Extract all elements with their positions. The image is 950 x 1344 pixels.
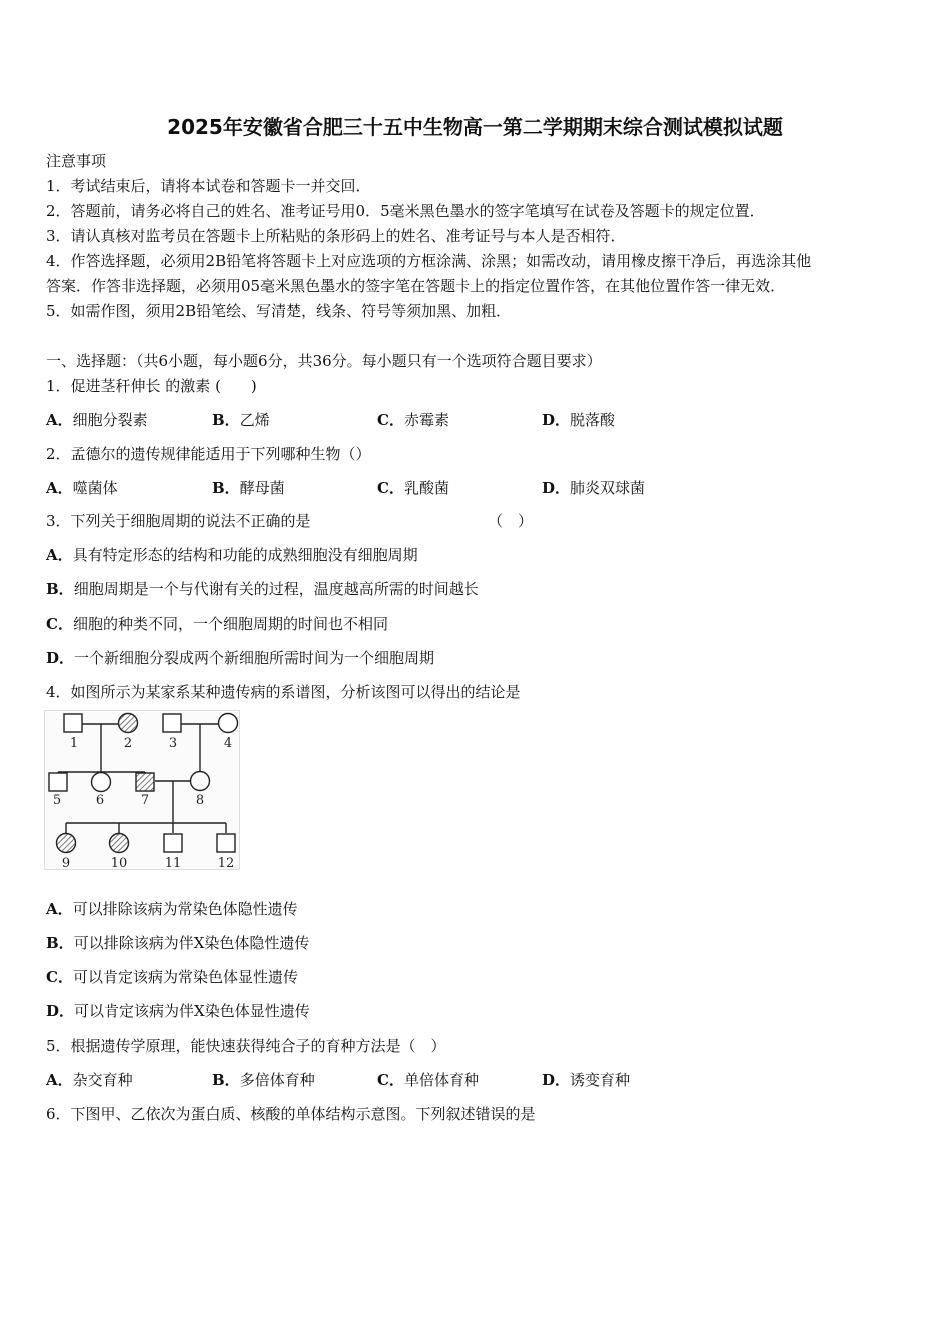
q2-option-d: D．肺炎双球菌 (542, 479, 646, 497)
pedigree-label: 3 (168, 736, 178, 751)
q4-option-b: B．可以排除该病为伴X染色体隐性遗传 (46, 934, 310, 952)
question-6-stem: 6．下图甲、乙依次为蛋白质、核酸的单体结构示意图。下列叙述错误的是 (46, 1105, 536, 1123)
pedigree-individual-9 (57, 834, 76, 853)
question-1-stem: 1．促进茎秆伸长 的激素 ( ) (46, 377, 257, 395)
notice-item: 答案．作答非选择题，必须用05毫米黑色墨水的签字笔在答题卡上的指定位置作答，在其他位置作答一律无效． (46, 277, 786, 295)
pedigree-label: 6 (95, 793, 105, 808)
q5-option-a: A．杂交育种 (46, 1071, 133, 1089)
q5-option-d: D．诱变育种 (542, 1071, 631, 1089)
q5-option-b: B．多倍体育种 (212, 1071, 315, 1089)
pedigree-individual-1 (64, 714, 82, 732)
pedigree-individual-3 (163, 714, 181, 732)
notice-item: 2．答题前，请务必将自己的姓名、准考证号用0．5毫米黑色墨水的签字笔填写在试卷及答题卡的规定位置． (46, 202, 765, 220)
q1-option-c: C．赤霉素 (377, 411, 449, 429)
pedigree-individual-6 (92, 773, 111, 792)
notice-item: 3．请认真核对监考员在答题卡上所粘贴的条形码上的姓名、准考证号与本人是否相符． (46, 227, 626, 245)
pedigree-label: 11 (164, 856, 182, 870)
q4-option-a: A．可以排除该病为常染色体隐性遗传 (46, 900, 298, 918)
pedigree-individual-12 (217, 834, 235, 852)
pedigree-label: 9 (61, 856, 71, 870)
page-title: 2025年安徽省合肥三十五中生物高一第二学期期末综合测试模拟试题 (167, 115, 783, 139)
pedigree-individual-4 (219, 714, 238, 733)
section-heading: 一、选择题：（共6小题，每小题6分，共36分。每小题只有一个选项符合题目要求） (46, 352, 602, 370)
pedigree-individual-5 (49, 773, 67, 791)
notice-item: 4．作答选择题，必须用2B铅笔将答题卡上对应选项的方框涂满、涂黑；如需改动，请用橡皮擦干净后，再选涂其他 (46, 252, 812, 270)
pedigree-label: 7 (140, 793, 150, 808)
notice-item: 1．考试结束后，请将本试卷和答题卡一并交回． (46, 177, 371, 195)
pedigree-label: 4 (223, 736, 233, 751)
question-3-stem: 3．下列关于细胞周期的说法不正确的是 (46, 512, 311, 530)
pedigree-individual-8 (191, 772, 210, 791)
q1-option-d: D．脱落酸 (542, 411, 616, 429)
question-5-stem: 5．根据遗传学原理，能快速获得纯合子的育种方法是（ ） (46, 1037, 446, 1055)
notice-item: 5．如需作图，须用2B铅笔绘、写清楚，线条、符号等须加黑、加粗． (46, 302, 512, 320)
question-4-stem: 4．如图所示为某家系某种遗传病的系谱图，分析该图可以得出的结论是 (46, 683, 521, 701)
q3-option-c: C．细胞的种类不同，一个细胞周期的时间也不相同 (46, 615, 388, 633)
pedigree-label: 1 (69, 736, 79, 751)
pedigree-individual-2 (119, 714, 138, 733)
pedigree-label: 10 (110, 856, 128, 870)
q3-option-b: B．细胞周期是一个与代谢有关的过程，温度越高所需的时间越长 (46, 580, 479, 598)
q2-option-b: B．酵母菌 (212, 479, 285, 497)
q4-option-c: C．可以肯定该病为常染色体显性遗传 (46, 968, 298, 986)
q4-option-d: D．可以肯定该病为伴X染色体显性遗传 (46, 1002, 310, 1020)
notice-heading: 注意事项 (46, 152, 107, 170)
pedigree-label: 5 (52, 793, 62, 808)
pedigree-individual-10 (110, 834, 129, 853)
pedigree-label: 2 (123, 736, 133, 751)
pedigree-individual-7 (136, 773, 154, 791)
q2-option-a: A．噬菌体 (46, 479, 118, 497)
q5-option-c: C．单倍体育种 (377, 1071, 479, 1089)
pedigree-label: 12 (217, 856, 235, 870)
q3-option-a: A．具有特定形态的结构和功能的成熟细胞没有细胞周期 (46, 546, 418, 564)
question-2-stem: 2．孟德尔的遗传规律能适用于下列哪种生物（） (46, 445, 371, 463)
pedigree-label: 8 (195, 793, 205, 808)
q3-option-d: D．一个新细胞分裂成两个新细胞所需时间为一个细胞周期 (46, 649, 435, 667)
q1-option-b: B．乙烯 (212, 411, 270, 429)
pedigree-individual-11 (164, 834, 182, 852)
question-3-paren: （ ） (488, 512, 534, 530)
q1-option-a: A．细胞分裂素 (46, 411, 148, 429)
q2-option-c: C．乳酸菌 (377, 479, 449, 497)
pedigree-diagram (44, 710, 240, 870)
